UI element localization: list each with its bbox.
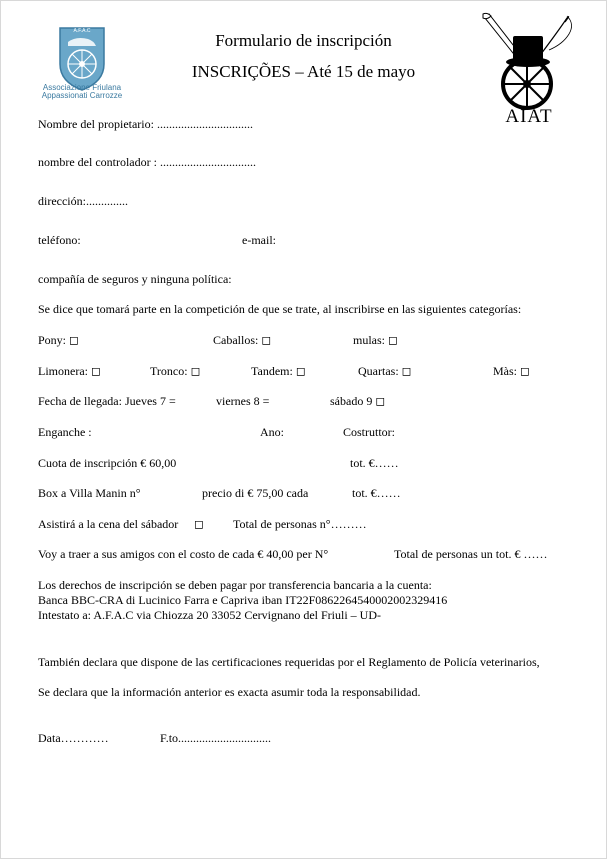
dinner-checkbox[interactable]: ◻ <box>194 517 204 531</box>
hitch-field[interactable]: Enganche : <box>38 425 92 439</box>
dinner-persons[interactable]: Total de personas n°……… <box>233 517 367 531</box>
bank-line-2: Banca BBC-CRA di Lucinico Farra e Capriva iban IT22F0862264540002002329416 <box>38 593 448 607</box>
date-field[interactable]: Data………… <box>38 731 109 745</box>
responsibility-declaration: Se declara que la información anterior es exacta asumir toda la responsabilidad. <box>38 685 421 699</box>
arrival-friday[interactable]: viernes 8 = <box>216 394 270 408</box>
afac-abbr: A.F.A.C <box>73 28 91 34</box>
page-subtitle: INSCRIÇÕES – Até 15 de mayo <box>191 62 416 81</box>
checkbox-tronco[interactable]: Tronco: ◻ <box>150 364 201 378</box>
checkbox-pony[interactable]: Pony: ◻ <box>38 333 79 347</box>
afac-line2: Appassionati Carrozze <box>41 91 123 100</box>
year-field[interactable]: Ano: <box>260 425 284 439</box>
insurance-field[interactable]: compañía de seguros y ninguna política: <box>38 272 232 286</box>
page-title: Formulario de inscripción <box>215 31 392 50</box>
checkbox-mulas[interactable]: mulas: ◻ <box>353 333 398 347</box>
bank-line-3: Intestato a: A.F.A.C via Chiozza 20 33052 Cervignano del Friuli – UD- <box>38 608 381 622</box>
friends-text[interactable]: Voy a traer a sus amigos con el costo de cada € 40,00 per N° <box>38 547 329 561</box>
arrival-saturday[interactable]: sábado 9 ◻ <box>330 394 386 408</box>
friends-total[interactable]: Total de personas un tot. € …… <box>394 547 548 561</box>
address-field[interactable]: dirección:.............. <box>38 194 128 208</box>
checkbox-caballos[interactable]: Caballos: ◻ <box>213 333 272 347</box>
dinner-text: Asistirá a la cena del sábador <box>38 517 179 531</box>
checkbox-quartas[interactable]: Quartas: ◻ <box>358 364 412 378</box>
checkbox-mas[interactable]: Màs: ◻ <box>493 364 530 378</box>
signature-field[interactable]: F.to............................... <box>160 731 272 745</box>
box-price: precio di € 75,00 cada <box>202 486 309 500</box>
arrival-thursday[interactable]: Fecha de llegada: Jueves 7 = <box>38 394 176 408</box>
aiat-logo <box>479 10 579 130</box>
aiat-text: AIAT <box>505 106 553 127</box>
email-field[interactable]: e-mail: <box>242 233 276 247</box>
bank-line-1: Los derechos de inscripción se deben pagar por transferencia bancaria a la cuenta: <box>38 578 432 592</box>
box-total[interactable]: tot. €…… <box>352 486 401 500</box>
box-field[interactable]: Box a Villa Manin n° <box>38 486 141 500</box>
fee-total[interactable]: tot. €…… <box>350 456 399 470</box>
builder-field[interactable]: Costruttor: <box>343 425 396 439</box>
fee-text: Cuota de inscripción € 60,00 <box>38 456 177 470</box>
afac-line1: Associazione Friulana <box>42 83 122 92</box>
owner-field[interactable]: Nombre del propietario: ................................ <box>38 117 253 131</box>
vet-declaration: También declara que dispone de las certificaciones requeridas por el Reglamento de Policía veterinarios, <box>38 655 540 669</box>
controller-field[interactable]: nombre del controlador : ................................ <box>38 155 256 169</box>
declaration-text: Se dice que tomará parte en la competición de que se trate, al inscribirse en las siguientes categorías: <box>38 302 522 316</box>
phone-field[interactable]: teléfono: <box>38 233 81 247</box>
checkbox-limonera[interactable]: Limonera: ◻ <box>38 364 101 378</box>
checkbox-tandem[interactable]: Tandem: ◻ <box>251 364 306 378</box>
